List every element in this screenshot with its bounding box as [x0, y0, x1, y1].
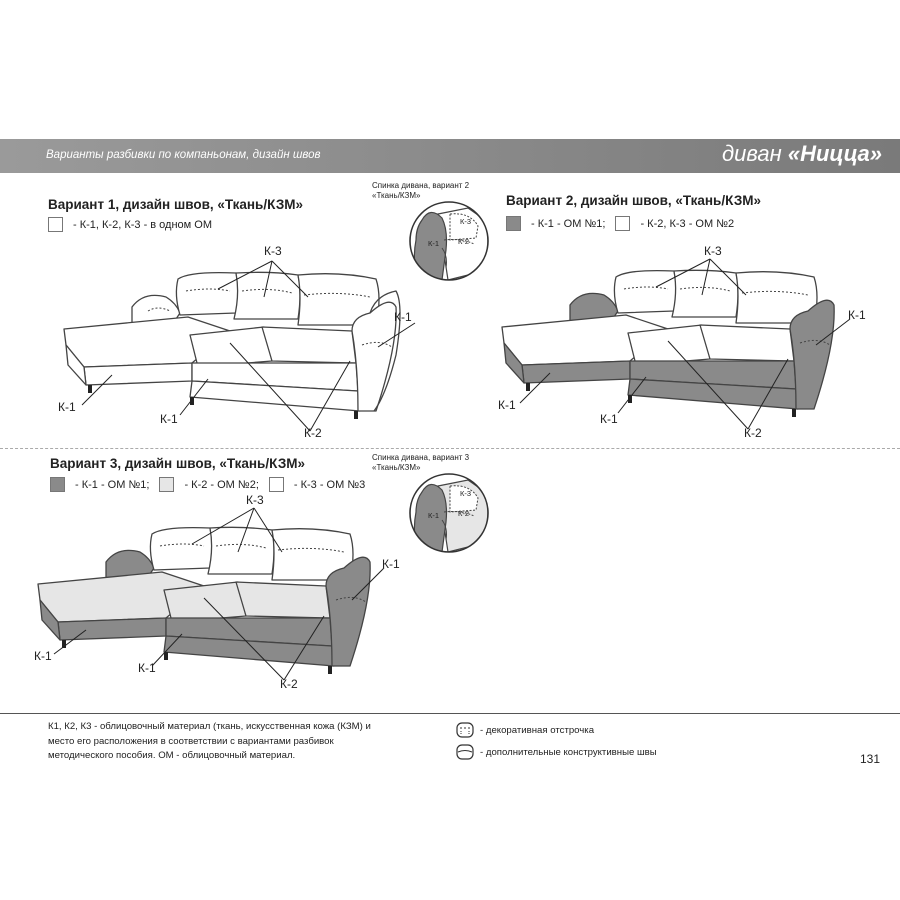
header-subtitle: Варианты разбивки по компаньонам, дизайн швов: [46, 149, 321, 161]
scheme-1-label: [372, 181, 469, 201]
scheme-label-line: Спинка дивана, вариант 2: [372, 181, 470, 190]
legend-seams-text: - дополнительные конструктивные швы: [480, 746, 657, 758]
scheme-k2: К-2: [458, 509, 470, 518]
sofa-variant-2: [478, 233, 888, 443]
label-k3: К-3: [264, 244, 282, 258]
legend-text: - К-3 - ОМ №3: [293, 478, 366, 491]
legend-stitch-text: - декоративная отстрочка: [480, 724, 595, 736]
label-k1: К-1: [160, 412, 178, 426]
legend-text: - К-1 - ОМ №1;: [531, 217, 606, 230]
label-k1: К-1: [498, 398, 516, 412]
stitch-icon: [456, 722, 474, 738]
legend-text: - К-1, К-2, К-3 - в одном ОМ: [73, 218, 213, 231]
header-bar: [0, 139, 900, 173]
label-k1: К-1: [138, 661, 156, 675]
label-k2: К-2: [304, 426, 322, 440]
label-k1: К-1: [58, 400, 76, 414]
scheme-k3: К-3: [460, 217, 472, 226]
swatch-white: [615, 216, 630, 231]
seam-icon: [456, 744, 474, 760]
header-title-brand: «Ницца»: [787, 141, 882, 166]
scheme-k2: К-2: [458, 237, 470, 246]
legend-text: - К-2 - ОМ №2;: [184, 478, 259, 491]
label-k1: К-1: [848, 308, 866, 322]
scheme-k1: К-1: [428, 239, 440, 248]
label-k3: К-3: [246, 493, 264, 507]
legend-stitch: [456, 722, 594, 738]
label-k2: К-2: [280, 677, 298, 691]
page-number: 131: [859, 752, 880, 766]
label-k1: К-1: [382, 557, 400, 571]
scheme-k1: К-1: [428, 511, 440, 520]
label-k3: К-3: [704, 244, 722, 258]
sofa-variant-3: [14, 490, 414, 700]
label-k1: К-1: [394, 310, 412, 324]
legend-seams: [456, 744, 657, 760]
variant-2-title: Вариант 2, дизайн швов, «Ткань/КЗМ»: [506, 193, 762, 208]
label-k2: К-2: [744, 426, 762, 440]
swatch-white: [48, 217, 63, 232]
variant-3-title: Вариант 3, дизайн швов, «Ткань/КЗМ»: [50, 456, 306, 471]
legend-text: - К-1 - ОМ №1;: [75, 478, 150, 491]
scheme-2-label: [372, 453, 469, 473]
footer-divider: [0, 713, 900, 714]
scheme-k3: К-3: [460, 489, 472, 498]
variant-1-title: Вариант 1, дизайн швов, «Ткань/КЗМ»: [48, 197, 304, 212]
scheme-label-line: «Ткань/КЗМ»: [372, 463, 421, 472]
variant-2-legend: [506, 216, 734, 231]
header-title-prefix: диван: [721, 141, 782, 166]
sofa-variant-1: [40, 235, 420, 445]
section-divider: [0, 448, 900, 449]
scheme-2-circle: [408, 472, 490, 554]
scheme-label-line: «Ткань/КЗМ»: [372, 191, 421, 200]
scheme-label-line: Спинка дивана, вариант 3: [372, 453, 470, 462]
swatch-gray: [506, 216, 521, 231]
header-title: [722, 141, 882, 167]
variant-1-legend: [48, 217, 212, 232]
legend-text: - К-2, К-3 - ОМ №2: [640, 217, 735, 230]
label-k1: К-1: [34, 649, 52, 663]
label-k1: К-1: [600, 412, 618, 426]
footnote: К1, К2, К3 - облицовочный материал (ткань, искусственная кожа (КЗМ) и место его расположения в соответствии с вариантами разбивок методического пособия. ОМ - облицовочный материал.: [48, 721, 371, 761]
